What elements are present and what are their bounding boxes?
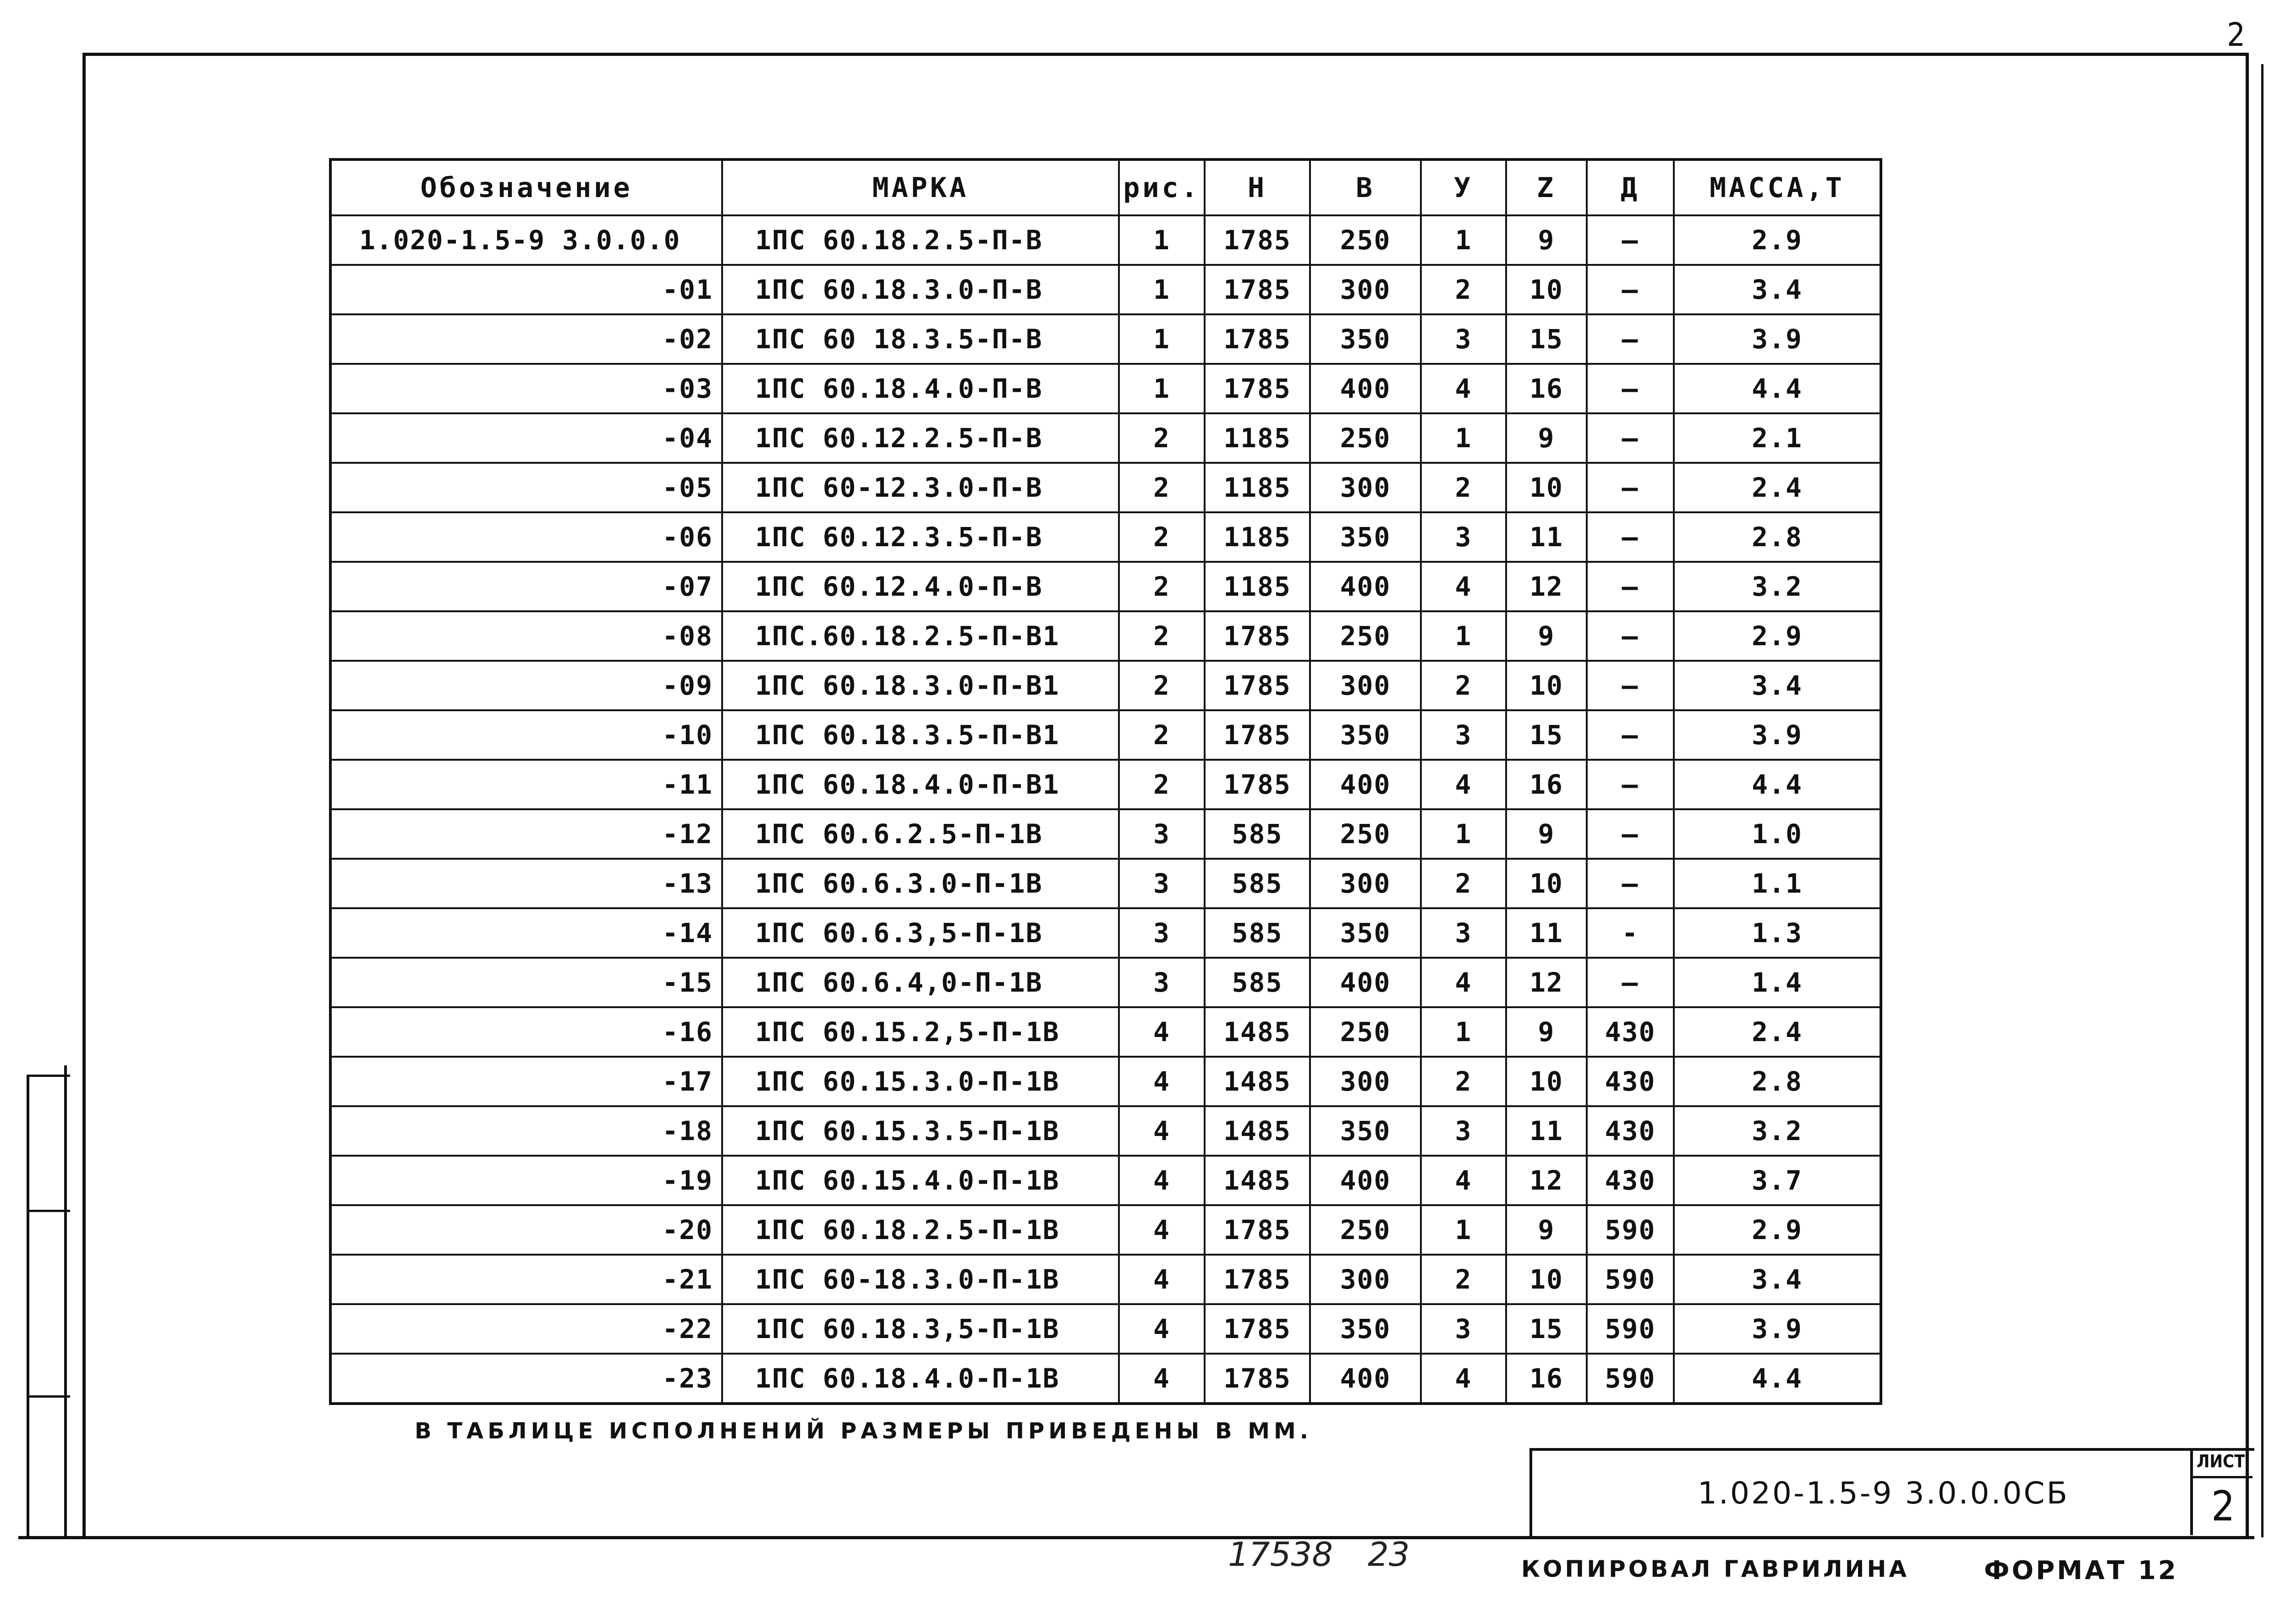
table-cell: 585 xyxy=(1205,958,1310,1007)
table-cell: 1ПС 60.6.4,0-П-1В xyxy=(722,958,1119,1007)
table-cell: 2 xyxy=(1421,859,1506,908)
table-cell: 1785 xyxy=(1205,215,1310,265)
column-header: рис. xyxy=(1119,159,1205,215)
table-cell: 1785 xyxy=(1205,611,1310,661)
table-cell: 1ПС 60.18.2.5-П-1В xyxy=(722,1205,1119,1255)
table-cell: 1 xyxy=(1421,1205,1506,1255)
table-cell: 590 xyxy=(1587,1255,1674,1304)
table-cell: 430 xyxy=(1587,1057,1674,1106)
table-cell: 1 xyxy=(1421,809,1506,859)
table-cell: 3.9 xyxy=(1674,314,1881,364)
table-cell: 2.8 xyxy=(1674,512,1881,562)
table-cell: 1785 xyxy=(1205,1255,1310,1304)
table-cell: 430 xyxy=(1587,1106,1674,1156)
sheet-box xyxy=(2190,1450,2250,1535)
table-cell: 2 xyxy=(1119,760,1205,809)
table-row xyxy=(330,1354,1881,1404)
table-cell: 9 xyxy=(1506,611,1587,661)
table-cell: -19 xyxy=(330,1156,722,1205)
table-cell: 1485 xyxy=(1205,1156,1310,1205)
table-cell: 1ПС 60.18.3.0-П-В xyxy=(722,265,1119,314)
table-cell: 350 xyxy=(1310,314,1421,364)
table-cell: — xyxy=(1587,463,1674,512)
table-cell: 1ПС 60-18.3.0-П-1В xyxy=(722,1255,1119,1304)
table-cell: 2 xyxy=(1119,611,1205,661)
table-cell: -06 xyxy=(330,512,722,562)
table-row xyxy=(330,215,1881,265)
binding-strip-line xyxy=(27,1075,29,1537)
table-cell: 1ПС 60.18.2.5-П-В xyxy=(722,215,1119,265)
table-cell: 1185 xyxy=(1205,512,1310,562)
sheet-number: 2 xyxy=(2211,1482,2235,1531)
table-cell: 350 xyxy=(1310,1106,1421,1156)
table-cell: 2.9 xyxy=(1674,611,1881,661)
table-cell: 1ПС 60.12.3.5-П-В xyxy=(722,512,1119,562)
table-cell: 1785 xyxy=(1205,364,1310,413)
table-cell: 4 xyxy=(1119,1205,1205,1255)
table-cell: 2.8 xyxy=(1674,1057,1881,1106)
table-cell: -20 xyxy=(330,1205,722,1255)
table-cell: 1ПС 60.12.4.0-П-В xyxy=(722,562,1119,611)
table-row xyxy=(330,1156,1881,1205)
table-cell: 9 xyxy=(1506,809,1587,859)
table-cell: -08 xyxy=(330,611,722,661)
table-row xyxy=(330,562,1881,611)
table-cell: 1ПС 60.6.3,5-П-1В xyxy=(722,908,1119,958)
table-cell: 1 xyxy=(1119,215,1205,265)
table-row xyxy=(330,859,1881,908)
table-cell: 2 xyxy=(1421,1057,1506,1106)
table-cell: 1485 xyxy=(1205,1057,1310,1106)
table-cell: — xyxy=(1587,265,1674,314)
table-cell: — xyxy=(1587,859,1674,908)
table-cell: 585 xyxy=(1205,859,1310,908)
table-row xyxy=(330,512,1881,562)
table-cell: 250 xyxy=(1310,215,1421,265)
table-cell: 12 xyxy=(1506,1156,1587,1205)
table-cell: 2 xyxy=(1119,661,1205,710)
table-cell: 400 xyxy=(1310,1156,1421,1205)
table-row xyxy=(330,760,1881,809)
table-cell: — xyxy=(1587,364,1674,413)
table-cell: 1ПС 60.15.3.5-П-1В xyxy=(722,1106,1119,1156)
table-cell: 250 xyxy=(1310,1205,1421,1255)
table-cell: 3.7 xyxy=(1674,1156,1881,1205)
column-header: Д xyxy=(1587,159,1674,215)
table-cell: 430 xyxy=(1587,1007,1674,1057)
table-cell: 2.4 xyxy=(1674,463,1881,512)
table-cell: 10 xyxy=(1506,463,1587,512)
table-cell: 1785 xyxy=(1205,760,1310,809)
table-cell: -07 xyxy=(330,562,722,611)
table-cell: -10 xyxy=(330,710,722,760)
table-cell: 4 xyxy=(1119,1354,1205,1404)
table-cell: 1785 xyxy=(1205,265,1310,314)
column-header: Обозначение xyxy=(330,159,722,215)
table-cell: 590 xyxy=(1587,1205,1674,1255)
table-cell: 3 xyxy=(1421,1106,1506,1156)
table-cell: 9 xyxy=(1506,1007,1587,1057)
table-cell: 350 xyxy=(1310,908,1421,958)
table-cell: 3 xyxy=(1421,512,1506,562)
table-cell: 1.3 xyxy=(1674,908,1881,958)
table-cell: 3 xyxy=(1119,958,1205,1007)
table-cell: 300 xyxy=(1310,859,1421,908)
table-cell: -01 xyxy=(330,265,722,314)
table-cell: 3 xyxy=(1119,809,1205,859)
table-cell: 4.4 xyxy=(1674,364,1881,413)
table-cell: 10 xyxy=(1506,1255,1587,1304)
table-cell: 4 xyxy=(1119,1156,1205,1205)
table-cell: 585 xyxy=(1205,908,1310,958)
table-cell: 2 xyxy=(1119,512,1205,562)
table-cell: 4 xyxy=(1421,760,1506,809)
table-cell: 10 xyxy=(1506,265,1587,314)
table-cell: — xyxy=(1587,958,1674,1007)
specification-table xyxy=(329,158,1882,1405)
table-cell: 590 xyxy=(1587,1304,1674,1354)
table-cell: 4.4 xyxy=(1674,760,1881,809)
table-cell: 3 xyxy=(1421,314,1506,364)
table-cell: 1485 xyxy=(1205,1007,1310,1057)
table-cell: — xyxy=(1587,314,1674,364)
table-cell: 1 xyxy=(1421,413,1506,463)
table-cell: 2 xyxy=(1421,463,1506,512)
table-cell: 1 xyxy=(1421,611,1506,661)
table-cell: 1ПС 60.18.3.5-П-В1 xyxy=(722,710,1119,760)
table-cell: 11 xyxy=(1506,908,1587,958)
table-cell: -18 xyxy=(330,1106,722,1156)
table-cell: 1.0 xyxy=(1674,809,1881,859)
table-cell: 4 xyxy=(1421,1354,1506,1404)
table-cell: 9 xyxy=(1506,413,1587,463)
table-row xyxy=(330,413,1881,463)
document-code: 1.020-1.5-9 3.0.0.0СБ xyxy=(1698,1476,2069,1511)
table-cell: — xyxy=(1587,760,1674,809)
table-cell: 1ПС 60-12.3.0-П-В xyxy=(722,463,1119,512)
column-header: Z xyxy=(1506,159,1587,215)
table-cell: 1ПС 60.18.4.0-П-В1 xyxy=(722,760,1119,809)
table-cell: 430 xyxy=(1587,1156,1674,1205)
table-cell: 1185 xyxy=(1205,413,1310,463)
table-cell: 350 xyxy=(1310,1304,1421,1354)
table-cell: 15 xyxy=(1506,1304,1587,1354)
table-cell: 16 xyxy=(1506,760,1587,809)
table-cell: 1785 xyxy=(1205,1205,1310,1255)
table-cell: 3 xyxy=(1119,859,1205,908)
table-row xyxy=(330,265,1881,314)
table-cell: 3 xyxy=(1421,908,1506,958)
table-cell: 300 xyxy=(1310,1057,1421,1106)
table-cell: -11 xyxy=(330,760,722,809)
table-cell: 4 xyxy=(1119,1057,1205,1106)
table-cell: — xyxy=(1587,611,1674,661)
table-cell: 2 xyxy=(1421,661,1506,710)
table-cell: 1ПС 60.6.3.0-П-1В xyxy=(722,859,1119,908)
table-cell: 4 xyxy=(1421,1156,1506,1205)
table-cell: 1785 xyxy=(1205,661,1310,710)
table-cell: 3.2 xyxy=(1674,1106,1881,1156)
table-cell: 400 xyxy=(1310,562,1421,611)
table-cell: 11 xyxy=(1506,1106,1587,1156)
table-cell: — xyxy=(1587,215,1674,265)
inventory-number: 17538 xyxy=(1228,1535,1333,1574)
table-cell: — xyxy=(1587,710,1674,760)
table-cell: 3 xyxy=(1421,710,1506,760)
table-cell: -02 xyxy=(330,314,722,364)
table-cell: 1ПС 60.18.3.0-П-В1 xyxy=(722,661,1119,710)
table-cell: 16 xyxy=(1506,364,1587,413)
table-cell: 300 xyxy=(1310,463,1421,512)
table-cell: -09 xyxy=(330,661,722,710)
table-cell: — xyxy=(1587,413,1674,463)
table-row xyxy=(330,661,1881,710)
table-row xyxy=(330,1304,1881,1354)
table-header-row xyxy=(330,159,1881,215)
binding-strip-tick xyxy=(27,1395,70,1398)
sheet-label: ЛИСТ xyxy=(2197,1451,2245,1471)
table-cell: 1ПС 60.18.4.0-П-В xyxy=(722,364,1119,413)
table-cell: 1ПС 60.15.4.0-П-1В xyxy=(722,1156,1119,1205)
table-cell: 1785 xyxy=(1205,710,1310,760)
table-row xyxy=(330,1007,1881,1057)
table-cell: -05 xyxy=(330,463,722,512)
table-cell: 4 xyxy=(1119,1304,1205,1354)
table-cell: 1785 xyxy=(1205,1354,1310,1404)
table-cell: -21 xyxy=(330,1255,722,1304)
table-cell: 2 xyxy=(1421,1255,1506,1304)
table-cell: 1.1 xyxy=(1674,859,1881,908)
table-row xyxy=(330,611,1881,661)
table-cell: 10 xyxy=(1506,1057,1587,1106)
table-cell: — xyxy=(1587,809,1674,859)
table-cell: 1185 xyxy=(1205,562,1310,611)
table-cell: 1ПС 60.18.4.0-П-1В xyxy=(722,1354,1119,1404)
table-cell: -16 xyxy=(330,1007,722,1057)
table-row xyxy=(330,364,1881,413)
column-header: МАРКА xyxy=(722,159,1119,215)
table-cell: -23 xyxy=(330,1354,722,1404)
table-cell: 3 xyxy=(1119,908,1205,958)
table-cell: 12 xyxy=(1506,958,1587,1007)
copied-by: КОПИРОВАЛ ГАВРИЛИНА xyxy=(1521,1556,1910,1582)
table-cell: 400 xyxy=(1310,1354,1421,1404)
table-cell: 1485 xyxy=(1205,1106,1310,1156)
table-cell: -22 xyxy=(330,1304,722,1354)
table-row xyxy=(330,1255,1881,1304)
binding-strip-tick xyxy=(27,1075,70,1077)
sheet-divider xyxy=(2193,1476,2253,1478)
table-cell: 9 xyxy=(1506,215,1587,265)
table-cell: 2 xyxy=(1119,562,1205,611)
table-cell: -04 xyxy=(330,413,722,463)
table-cell: 300 xyxy=(1310,265,1421,314)
table-cell: 400 xyxy=(1310,760,1421,809)
table-cell: 3.4 xyxy=(1674,265,1881,314)
table-row xyxy=(330,1057,1881,1106)
table-cell: 1ПС 60.15.3.0-П-1В xyxy=(722,1057,1119,1106)
table-row xyxy=(330,958,1881,1007)
table-cell: 4 xyxy=(1119,1106,1205,1156)
table-row xyxy=(330,1205,1881,1255)
table-cell: 1ПС 60.18.3,5-П-1В xyxy=(722,1304,1119,1354)
table-cell: 4.4 xyxy=(1674,1354,1881,1404)
table-cell: -03 xyxy=(330,364,722,413)
table-cell: 3.4 xyxy=(1674,661,1881,710)
table-cell: 2 xyxy=(1119,463,1205,512)
column-header: Н xyxy=(1205,159,1310,215)
table-cell: 1785 xyxy=(1205,1304,1310,1354)
table-cell: 1 xyxy=(1119,364,1205,413)
table-cell: 1ПС 60 18.3.5-П-В xyxy=(722,314,1119,364)
table-cell: - xyxy=(1587,908,1674,958)
table-row xyxy=(330,809,1881,859)
column-header: МАССА,Т xyxy=(1674,159,1881,215)
table-cell: 2.9 xyxy=(1674,1205,1881,1255)
table-cell: 2.4 xyxy=(1674,1007,1881,1057)
table-cell: 10 xyxy=(1506,859,1587,908)
table-cell: 3.2 xyxy=(1674,562,1881,611)
table-cell: 12 xyxy=(1506,562,1587,611)
table-cell: 2 xyxy=(1421,265,1506,314)
inventory-page: 23 xyxy=(1368,1535,1410,1574)
table-row xyxy=(330,1106,1881,1156)
table-cell: 1785 xyxy=(1205,314,1310,364)
table-cell: 3.9 xyxy=(1674,710,1881,760)
table-cell: 3.4 xyxy=(1674,1255,1881,1304)
table-cell: 1185 xyxy=(1205,463,1310,512)
table-cell: 1ПС 60.15.2,5-П-1В xyxy=(722,1007,1119,1057)
table-cell: 1 xyxy=(1119,265,1205,314)
corner-mark: 2 xyxy=(2227,16,2246,54)
table-cell: 585 xyxy=(1205,809,1310,859)
table-cell: 2.9 xyxy=(1674,215,1881,265)
table-cell: 1 xyxy=(1421,1007,1506,1057)
table-cell: 2 xyxy=(1119,413,1205,463)
table-cell: 1ПС 60.12.2.5-П-В xyxy=(722,413,1119,463)
table-row xyxy=(330,710,1881,760)
table-cell: 4 xyxy=(1119,1255,1205,1304)
table-row xyxy=(330,314,1881,364)
table-cell: 250 xyxy=(1310,1007,1421,1057)
table-cell: 400 xyxy=(1310,958,1421,1007)
table-cell: 1ПС 60.6.2.5-П-1В xyxy=(722,809,1119,859)
column-header: В xyxy=(1310,159,1421,215)
table-cell: — xyxy=(1587,512,1674,562)
binding-strip-line xyxy=(64,1065,67,1537)
table-cell: 3.9 xyxy=(1674,1304,1881,1354)
binding-strip-tick xyxy=(27,1210,70,1212)
table-cell: 250 xyxy=(1310,611,1421,661)
table-cell: 250 xyxy=(1310,413,1421,463)
table-cell: 4 xyxy=(1421,958,1506,1007)
table-note: В ТАБЛИЦЕ ИСПОЛНЕНИЙ РАЗМЕРЫ ПРИВЕДЕНЫ В ММ. xyxy=(415,1418,1312,1444)
table-cell: 590 xyxy=(1587,1354,1674,1404)
table-cell: 4 xyxy=(1421,364,1506,413)
table-cell: — xyxy=(1587,661,1674,710)
table-cell: 1 xyxy=(1119,314,1205,364)
table-cell: 16 xyxy=(1506,1354,1587,1404)
table-cell: 1 xyxy=(1421,215,1506,265)
table-cell: 10 xyxy=(1506,661,1587,710)
table-cell: 15 xyxy=(1506,314,1587,364)
table-cell: — xyxy=(1587,562,1674,611)
table-cell: 300 xyxy=(1310,661,1421,710)
table-cell: -13 xyxy=(330,859,722,908)
table-cell: 15 xyxy=(1506,710,1587,760)
frame-right-outer-line xyxy=(2261,64,2264,1537)
table-cell: 250 xyxy=(1310,809,1421,859)
table-cell: 9 xyxy=(1506,1205,1587,1255)
table-cell: 4 xyxy=(1119,1007,1205,1057)
table-cell: 300 xyxy=(1310,1255,1421,1304)
table-cell: 2.1 xyxy=(1674,413,1881,463)
table-cell: -15 xyxy=(330,958,722,1007)
table-cell: 1ПС.60.18.2.5-П-В1 xyxy=(722,611,1119,661)
table-cell: 3 xyxy=(1421,1304,1506,1354)
column-header: У xyxy=(1421,159,1506,215)
table-cell: 400 xyxy=(1310,364,1421,413)
table-cell: 1.020-1.5-9 3.0.0.0 xyxy=(330,215,722,265)
table-cell: -12 xyxy=(330,809,722,859)
table-cell: 350 xyxy=(1310,512,1421,562)
table-cell: -14 xyxy=(330,908,722,958)
table-cell: -17 xyxy=(330,1057,722,1106)
table-row xyxy=(330,908,1881,958)
table-cell: 350 xyxy=(1310,710,1421,760)
table-cell: 1.4 xyxy=(1674,958,1881,1007)
sheet-format: ФОРМАТ 12 xyxy=(1984,1556,2178,1586)
table-cell: 4 xyxy=(1421,562,1506,611)
table-cell: 2 xyxy=(1119,710,1205,760)
table-row xyxy=(330,463,1881,512)
table-cell: 11 xyxy=(1506,512,1587,562)
